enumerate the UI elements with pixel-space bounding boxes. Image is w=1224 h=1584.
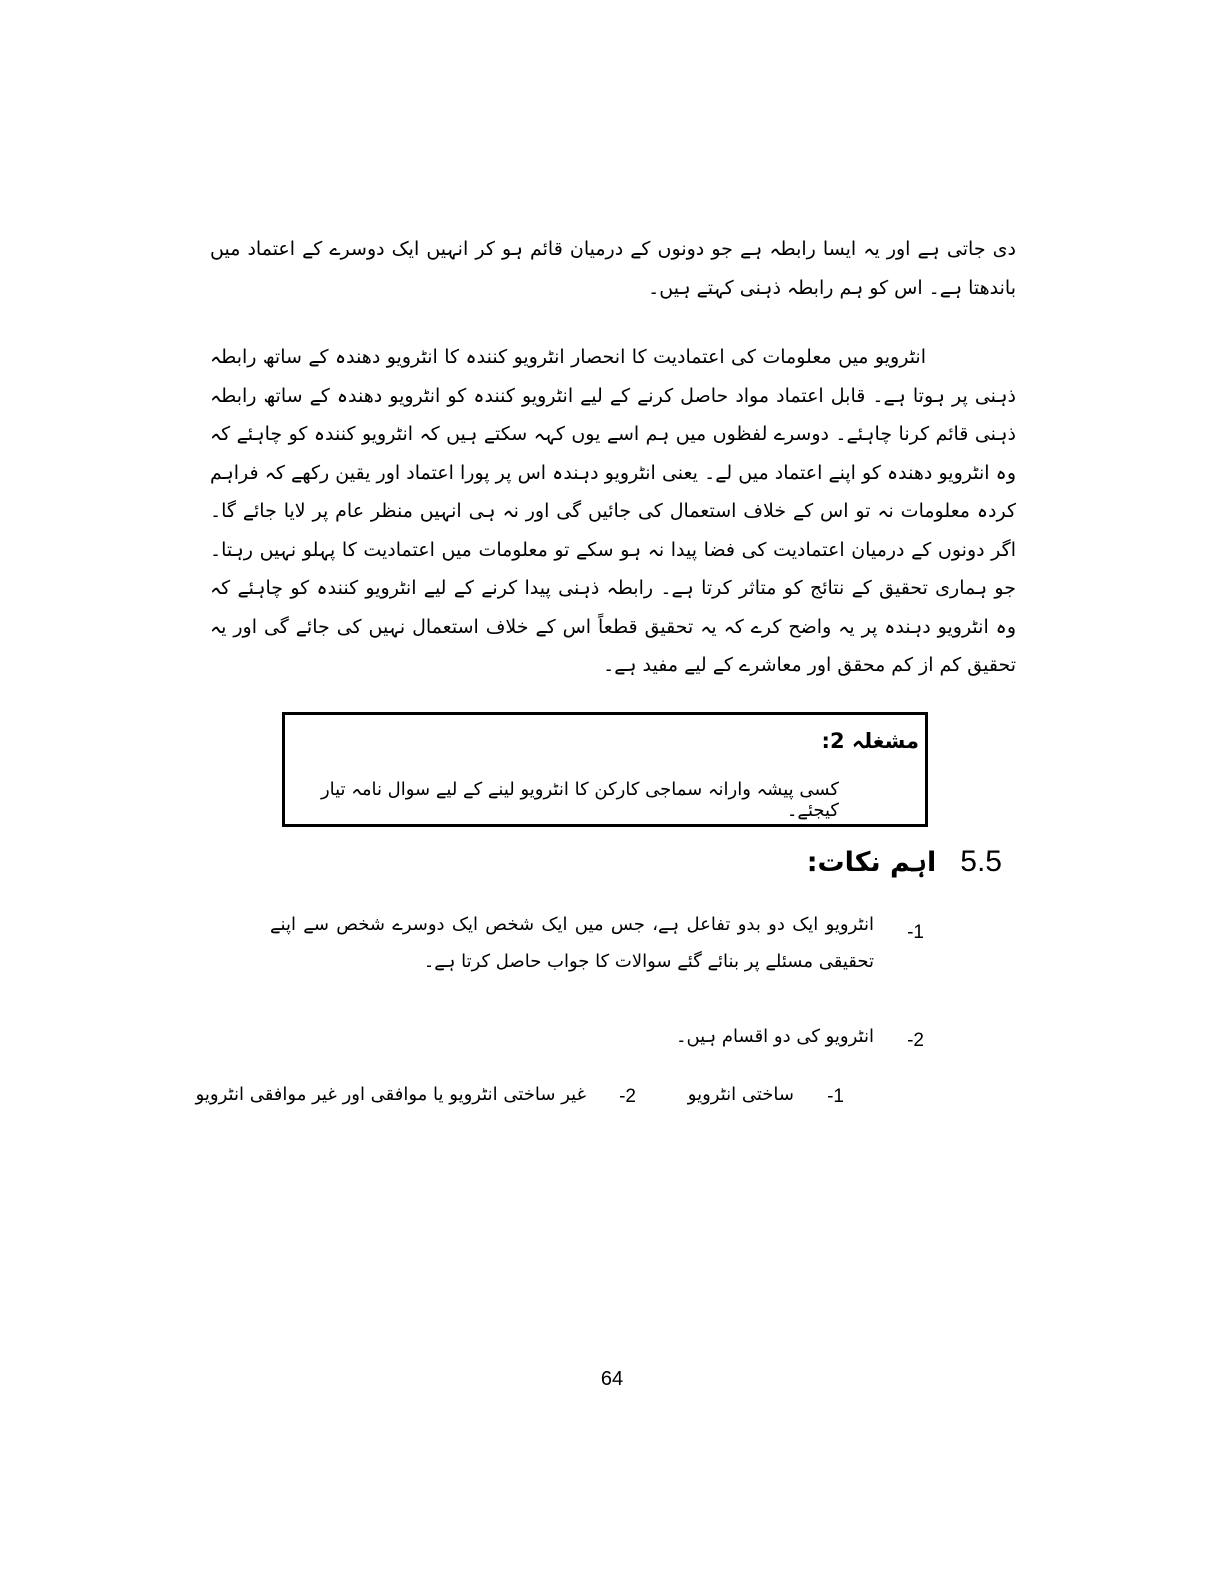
paragraph-rapport-definition: دی جاتی ہے اور یہ ایسا رابطہ ہے جو دونوں کے درمیان قائم ہو کر انہیں ایک دوسرے کے اعتماد میں باندھتا ہے۔ اس کو ہم رابطہ ذہنی کہتے ہیں۔ bbox=[210, 238, 1016, 299]
activity-title: مشغلہ 2: bbox=[821, 729, 919, 753]
activity-box bbox=[282, 712, 928, 827]
paragraph-rapport-reliability: انٹرویو میں معلومات کی اعتمادیت کا انحصار انٹرویو کنندہ کا انٹرویو دھندہ کے ساتھ رابطہ ذہنی پر ہوتا ہے۔ قابل اعتماد مواد حاصل کرنے کے لیے انٹرویو کنندہ کو انٹرویو دھندہ کے ساتھ رابطہ ذہنی قائم کرنا چاہئے۔ دوسرے لفظوں میں ہم اسے یوں کہہ سکتے ہیں کہ انٹرویو کنندہ کو چاہئے کہ وہ انٹرویو دھندہ کو اپنے اعتماد میں لے۔ یعنی انٹرویو دہندہ اس پر پورا اعتماد اور یقین رکھے کہ فراہم کردہ معلومات نہ تو اس کے خلاف استعمال کی جائیں گی اور نہ ہی انہیں منظر عام پر لایا جائے گا۔ اگر دونوں کے درمیان اعتمادیت کی فضا پیدا نہ ہو سکے تو معلومات میں اعتمادیت کا پہلو نہیں رہتا۔ جو ہماری تحقیق کے نتائج کو متاثر کرتا ہے۔ رابطہ ذہنی پیدا کرنے کے لیے انٹرویو کنندہ کو چاہئے کہ وہ انٹرویو دہندہ پر یہ واضح کرے کہ یہ تحقیق قطعاً اس کے خلاف استعمال نہیں کی جائے گی اور یہ تحقیق کم از کم محقق اور معاشرے کے لیے مفید ہے۔ bbox=[210, 346, 1016, 676]
point-text: انٹرویو کی دو اقسام ہیں۔ bbox=[675, 1026, 874, 1047]
sub-item-number: -1 bbox=[827, 1086, 844, 1107]
section-title: اہم نکات: bbox=[806, 847, 937, 878]
point-number: -1 bbox=[907, 922, 924, 943]
sub-item-text: ساختی انٹرویو bbox=[687, 1084, 794, 1105]
section-number: 5.5 bbox=[960, 845, 1002, 878]
section-heading bbox=[807, 845, 1002, 879]
point-text: انٹرویو ایک دو بدو تفاعل ہے، جس میں ایک شخص ایک دوسرے شخص سے اپنے تحقیقی مسئلے پر بنائے گئے سوالات کا جواب حاصل کرتا ہے۔ bbox=[270, 914, 874, 972]
activity-text: کسی پیشہ وارانہ سماجی کارکن کا انٹرویو لینے کے لیے سوال نامہ تیار کیجئے۔ bbox=[320, 779, 839, 821]
page-number: 64 bbox=[600, 1368, 624, 1390]
point-number: -2 bbox=[907, 1030, 924, 1051]
sub-item-text: غیر ساختی انٹرویو یا موافقی اور غیر موافقی انٹرویو bbox=[195, 1084, 586, 1105]
sub-item-number: -2 bbox=[619, 1086, 636, 1107]
